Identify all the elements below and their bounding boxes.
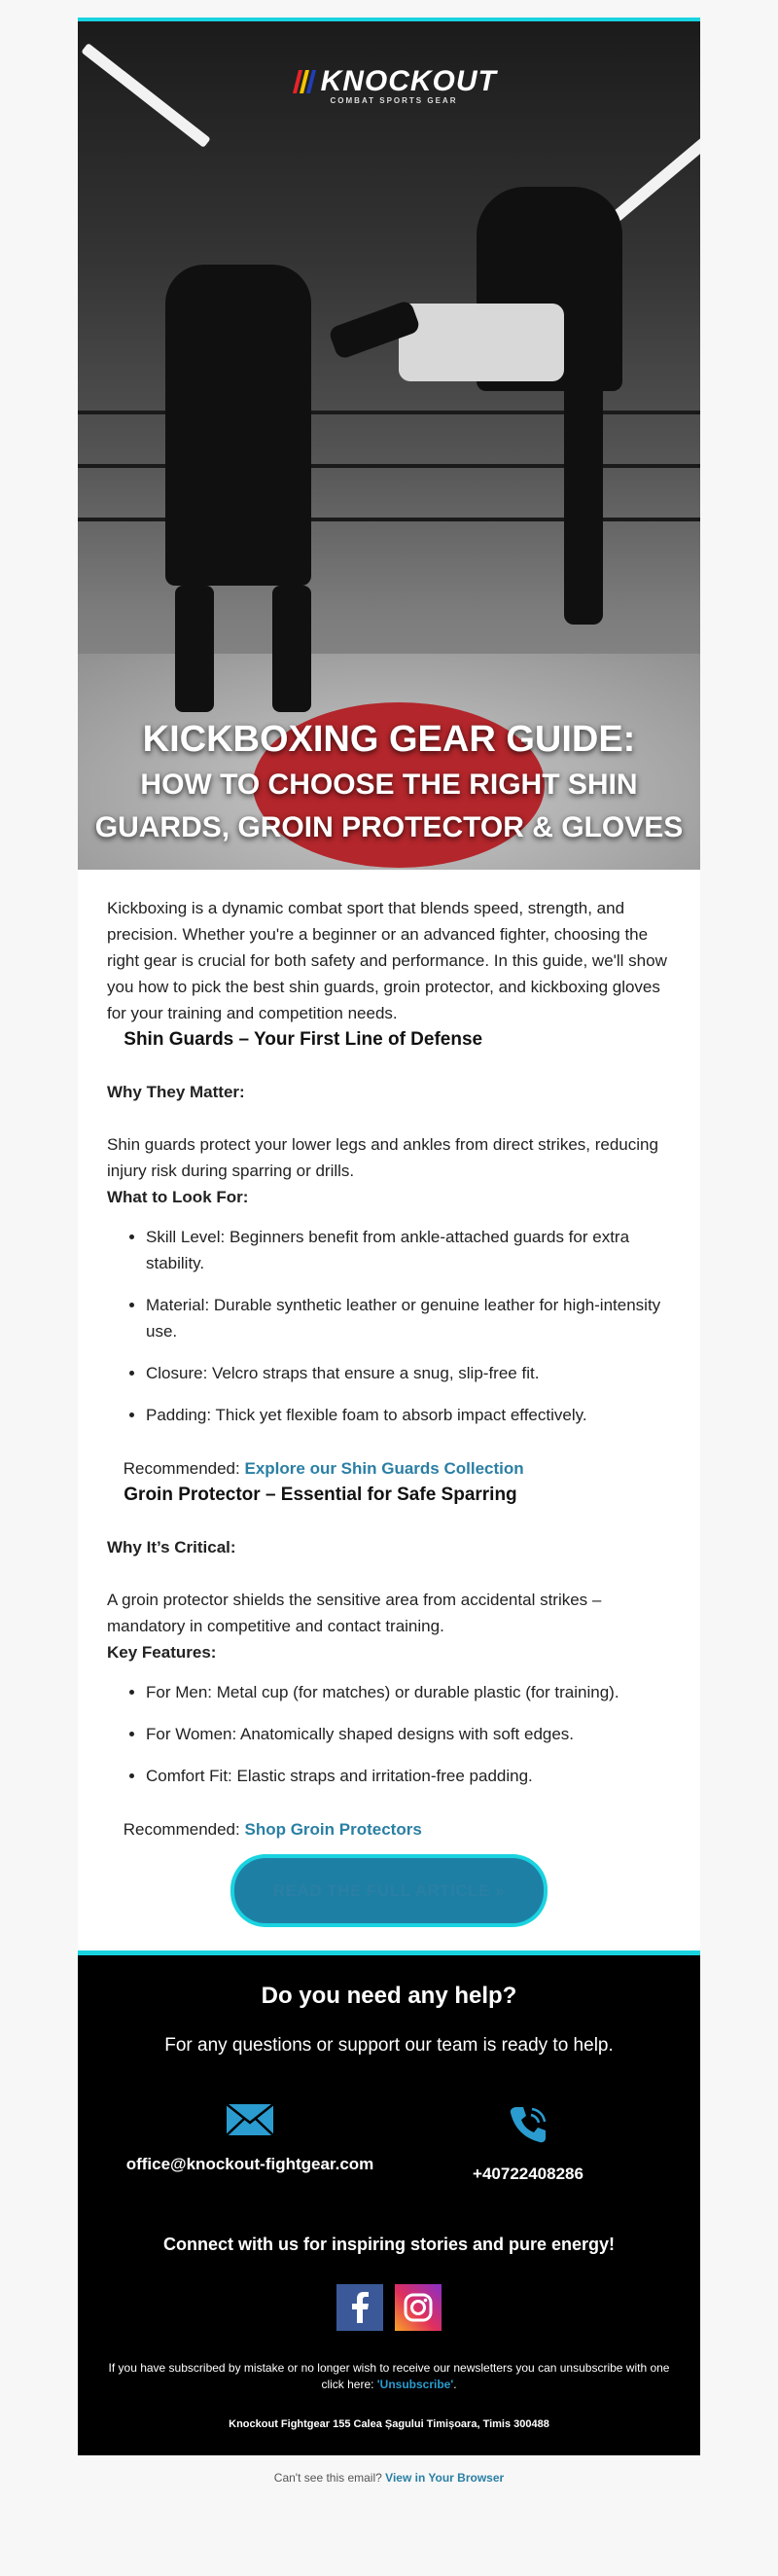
list-item: • For Women: Anatomically shaped designs with soft edges. xyxy=(146,1721,671,1747)
facebook-icon[interactable] xyxy=(336,2284,383,2331)
section-heading-text: Shin Guards – Your First Line of Defense xyxy=(124,1029,483,1050)
recommendation-line xyxy=(107,1455,671,1482)
phone-number: +40722408286 xyxy=(473,2165,584,2183)
instagram-icon[interactable] xyxy=(395,2284,442,2331)
article-body xyxy=(78,870,700,1950)
hero-title-line-3: GUARDS, GROIN PROTECTOR & GLOVES xyxy=(94,811,684,843)
ceiling-light xyxy=(81,43,210,148)
look-for-heading: What to Look For: xyxy=(107,1188,249,1206)
brand-mark-icon xyxy=(291,70,316,93)
key-features-heading: Key Features: xyxy=(107,1643,217,1662)
instagram-glyph-icon xyxy=(395,2284,442,2331)
read-full-article-button[interactable]: READ THE FULL ARTICLE » xyxy=(234,1858,544,1923)
section-heading-groin-protector xyxy=(107,1482,671,1508)
email-address: office@knockout-fightgear.com xyxy=(125,2155,374,2173)
section-heading-text: Groin Protector – Essential for Safe Sparring xyxy=(124,1485,517,1505)
groin-protectors-link[interactable]: Shop Groin Protectors xyxy=(244,1820,422,1839)
recommendation-label: Recommended: xyxy=(123,1459,240,1478)
hero-title xyxy=(78,717,700,847)
help-heading: Do you need any help? xyxy=(261,1983,517,2009)
social-links xyxy=(107,2284,671,2331)
standing-leg xyxy=(564,372,603,625)
unsubscribe-notice xyxy=(107,2360,671,2393)
help-lead: For any questions or support our team is ready to help. xyxy=(164,2035,614,2056)
brand-logo xyxy=(277,65,511,105)
connect-text: Connect with us for inspiring stories and pure energy! xyxy=(162,2235,616,2254)
hero-title-line-2: HOW TO CHOOSE THE RIGHT SHIN xyxy=(140,769,638,801)
company-address: Knockout Fightgear 155 Calea Șagului Timișoara, Timis 300488 xyxy=(229,2418,549,2430)
view-in-browser-link[interactable]: View in Your Browser xyxy=(385,2471,505,2485)
intro-paragraph: Kickboxing is a dynamic combat sport that blends speed, strength, and precision. Whether you're a beginner or an advanced fighter, choosing the right gear is crucial for both safety and performance. In this guide, we'll show you how to pick the best shin guards, groin protector, and kickboxing gloves for your training and competition needs. xyxy=(107,899,667,1022)
footer xyxy=(78,1955,700,2455)
list-item: • Padding: Thick yet flexible foam to absorb impact effectively. xyxy=(146,1402,671,1428)
phone-contact[interactable] xyxy=(389,2103,667,2184)
why-paragraph: Shin guards protect your lower legs and ankles from direct strikes, reducing injury risk during sparring or drills. xyxy=(107,1135,658,1180)
unsubscribe-text: If you have subscribed by mistake or no longer wish to receive our newsletters you can unsubscribe with one click here: xyxy=(108,2361,670,2391)
shin-guards-collection-link[interactable]: Explore our Shin Guards Collection xyxy=(244,1459,524,1478)
hero-banner xyxy=(78,21,700,870)
why-heading: Why They Matter: xyxy=(107,1083,245,1101)
email-contact[interactable] xyxy=(111,2103,389,2184)
list-item: • Material: Durable synthetic leather or genuine leather for high-intensity use. xyxy=(146,1292,671,1344)
shin-features-list xyxy=(107,1224,671,1428)
fighter-left-leg xyxy=(175,586,214,712)
hero-title-line-1: KICKBOXING GEAR GUIDE: xyxy=(142,719,636,760)
view-in-browser-line xyxy=(78,2471,700,2485)
contact-row xyxy=(107,2103,671,2184)
facebook-glyph-icon xyxy=(336,2284,383,2331)
brand-name: KNOCKOUT xyxy=(320,65,497,97)
why-heading: Why It’s Critical: xyxy=(107,1538,236,1556)
groin-features-list xyxy=(107,1679,671,1789)
phone-icon xyxy=(507,2103,549,2146)
recommendation-line xyxy=(107,1816,671,1843)
envelope-icon xyxy=(226,2103,274,2136)
list-item: • Comfort Fit: Elastic straps and irritation-free padding. xyxy=(146,1763,671,1789)
fighter-left xyxy=(165,265,311,586)
unsubscribe-link[interactable]: 'Unsubscribe' xyxy=(376,2378,454,2391)
fighter-shorts xyxy=(399,304,564,381)
list-item: • Closure: Velcro straps that ensure a snug, slip-free fit. xyxy=(146,1360,671,1386)
cant-see-text: Can't see this email? xyxy=(273,2471,386,2485)
recommendation-label: Recommended: xyxy=(123,1820,240,1839)
why-paragraph: A groin protector shields the sensitive area from accidental strikes – mandatory in competitive and contact training. xyxy=(107,1591,602,1635)
section-heading-shin-guards xyxy=(107,1026,671,1053)
fighter-left-leg xyxy=(272,586,311,712)
email-container xyxy=(78,18,700,2485)
list-item: • Skill Level: Beginners benefit from ankle-attached guards for extra stability. xyxy=(146,1224,671,1276)
unsubscribe-end: . xyxy=(453,2378,457,2391)
cta-wrapper xyxy=(107,1858,671,1923)
list-item: • For Men: Metal cup (for matches) or durable plastic (for training). xyxy=(146,1679,671,1705)
brand-tagline: COMBAT SPORTS GEAR xyxy=(330,96,458,105)
